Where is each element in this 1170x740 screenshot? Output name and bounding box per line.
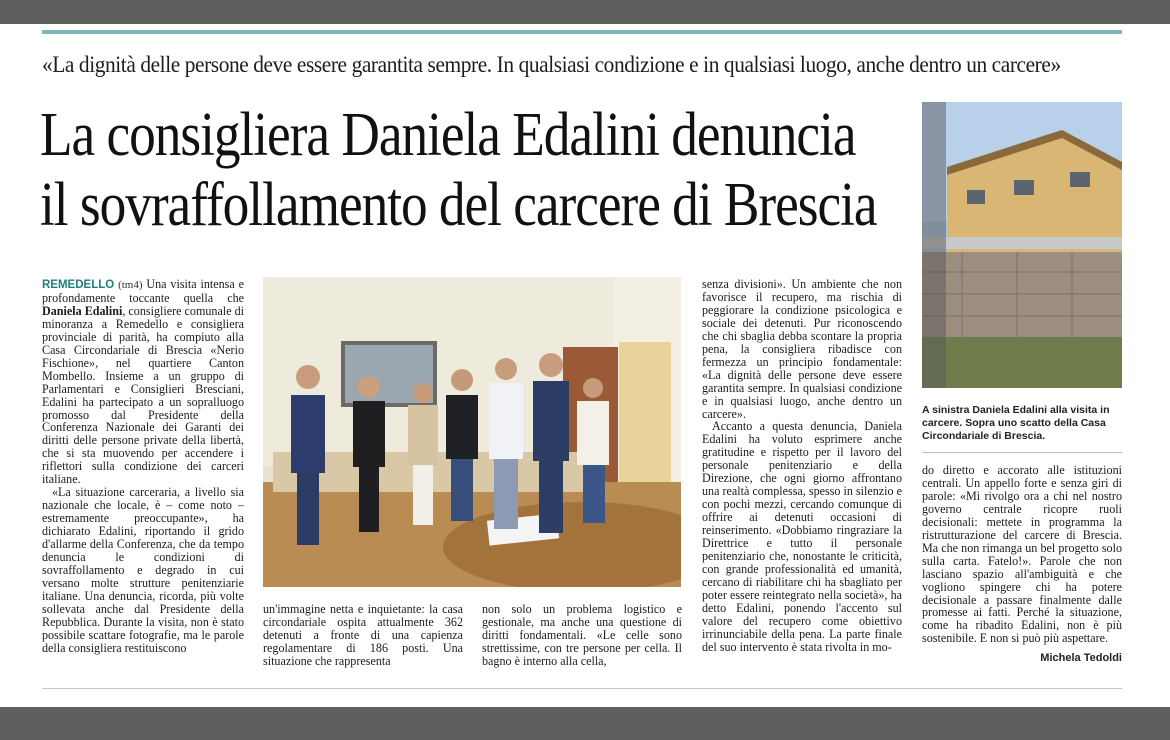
visit-group-photo <box>263 277 681 587</box>
article-headline <box>40 100 877 240</box>
group-photo-illustration <box>263 277 681 587</box>
dateline-place: REMEDELLO <box>42 279 115 291</box>
top-screen-bar <box>0 0 1170 24</box>
header-rule <box>42 30 1122 34</box>
paragraph-1 <box>42 278 244 486</box>
caption-rule <box>922 452 1122 453</box>
bottom-rule <box>42 688 1122 689</box>
article-column-3 <box>702 278 902 654</box>
paragraph-col3-2: Accanto a questa denuncia, Daniela Edalini ha voluto esprimere anche gratitudine e rispetto per il lavoro del personale penitenziario e della Direzione, che ogni giorno affrontano una realtà complessa, spesso in silenzio e con pochi mezzi, cercando comunque di offrire ai detenuti occasioni di reinserimento. «Dobbiamo ringraziare la Direttrice e tutto il personale penitenziario che, nonostante le criticità, con grande professionalità ed umanità, cercano di riabilitare chi ha sbagliato per poter essere reintegrato nella società», ha detto Edalini, ponendo l'accento sul valore del recupero come obiettivo irrinunciabile della pena. La parte finale del suo intervento è stata rivolta in mo- <box>702 419 902 654</box>
prison-building-photo <box>922 102 1122 388</box>
article-column-1 <box>42 278 244 655</box>
article-column-3-start: non solo un problema logistico e gestionale, ma anche una questione di diritti fondamentali. «Le celle sono strettissime, con tre persone per cella. Il bagno è interno alla cella, <box>482 602 682 668</box>
headline-line-1: La consigliera Daniela Edalini denuncia <box>40 101 856 169</box>
intro-text: Una visita intensa e profondamente toccante quella che <box>42 277 244 305</box>
prison-photo-illustration <box>922 102 1122 388</box>
bottom-screen-bar <box>0 707 1170 740</box>
subject-name: Daniela Edalini <box>42 303 123 318</box>
article-subhead: «La dignità delle persone deve essere garantita sempre. In qualsiasi condizione e in qualsiasi luogo, anche dentro un carcere» <box>42 52 1061 77</box>
paragraph-2: «La situazione carceraria, a livello sia nazionale che locale, è – come noto – estremamente preoccupante», ha dichiarato Edalini, riportando il grido d'allarme della Conferenza, che da tempo denuncia le condizioni di sovraffollamento e degrado in cui versano molte strutture penitenziarie italiane. Una denuncia, ricorda, più volte sollevata anche dal Presidente della Repubblica. Durante la visita, non è stato possibile scattare fotografie, ma le parole della consigliera restituiscono <box>42 485 244 655</box>
paragraph-1-rest: , consigliere comunale di minoranza a Remedello e consigliera provinciale di parità, ha compiuto alla Casa Circondariale di Brescia «Nerio Fischione», nel quartiere Canton Mombello. Insieme a un gruppo di Parlamentari e Consiglieri Bresciani, Edalini ha partecipato a un sopralluogo promosso dal Presidente della Conferenza Nazionale dei Garanti dei diritti delle persone private della libertà, che si sta muovendo per accendere i riflettori sulla condizione dei carceri italiane. <box>42 303 244 487</box>
article-column-4: do diretto e accorato alle istituzioni centrali. Un appello forte e senza giri di parole: «Mi rivolgo ora a chi nel nostro governo centrale ricopre ruoli decisionali: mettete in programma la ristrutturazione del carcere di Brescia. Ma che non rimanga un bel progetto solo sulla carta. Fatelo!». Parole che non lasciano spazio all'ambiguità e che vogliono spingere chi ha potere decisionale a passare finalmente dalle promesse ai fatti. Perché la situazione, come ha ribadito Edalini, non è più sostenibile. E non si può più aspettare. <box>922 463 1122 646</box>
photo-caption: A sinistra Daniela Edalini alla visita in carcere. Sopra uno scatto della Casa Circondariale di Brescia. <box>922 404 1110 442</box>
dateline-credit: (tm4) <box>118 279 143 291</box>
author-signature: Michela Tedoldi <box>1040 652 1122 664</box>
headline-line-2: il sovraffollamento del carcere di Brescia <box>40 171 877 239</box>
article-column-2: un'immagine netta e inquietante: la casa circondariale ospita attualmente 362 detenuti a fronte di una capienza regolamentare di 186 posti. Una situazione che rappresenta <box>263 602 463 668</box>
paragraph-col3-1: senza divisioni». Un ambiente che non favorisce il recupero, ma rischia di peggiorare la condizione psicologica e sociale dei detenuti. Pur riconoscendo che chi sbaglia debba scontare la propria pena, la consigliera ribadisce con fermezza un principio fondamentale: «La dignità delle persone deve essere garantita sempre. In qualsiasi condizione e in qualsiasi luogo, anche dentro un carcere». <box>702 277 902 421</box>
